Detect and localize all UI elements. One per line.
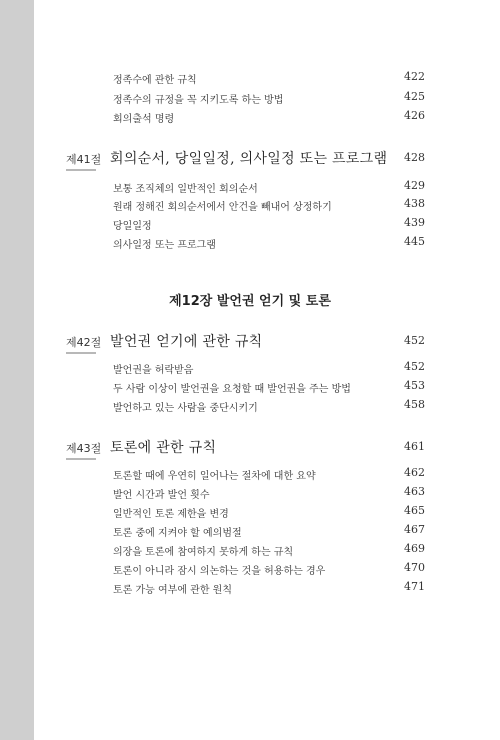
toc-entry-page: 438: [404, 197, 425, 210]
toc-entry[interactable]: 발언권을 허락받음: [113, 365, 194, 376]
toc-entry[interactable]: 정족수의 규정을 꼭 지키도록 하는 방법: [113, 95, 284, 106]
section-page: 461: [404, 440, 425, 453]
section-underline: [66, 458, 96, 460]
toc-entry[interactable]: 원래 정해진 회의순서에서 안건을 빼내어 상정하기: [113, 202, 332, 213]
toc-entry[interactable]: 회의출석 명령: [113, 114, 175, 125]
toc-entry-page: 439: [404, 216, 425, 229]
toc-entry-page: 467: [404, 523, 425, 536]
toc-entry[interactable]: 토론 중에 지켜야 할 예의범절: [113, 528, 242, 539]
toc-entry-page: 462: [404, 466, 425, 479]
toc-entry-page: 463: [404, 485, 425, 498]
page-edge-bar: [0, 0, 34, 740]
toc-entry-page: 426: [404, 109, 425, 122]
toc-entry-page: 470: [404, 561, 425, 574]
section-title[interactable]: 토론에 관한 규칙: [110, 440, 217, 456]
toc-entry-page: 425: [404, 90, 425, 103]
toc-entry[interactable]: 당일일정: [113, 221, 152, 232]
toc-entry[interactable]: 두 사람 이상이 발언권을 요청할 때 발언권을 주는 방법: [113, 384, 351, 395]
toc-entry[interactable]: 발언 시간과 발언 횟수: [113, 490, 210, 501]
toc-entry[interactable]: 일반적인 토론 제한을 변경: [113, 509, 229, 520]
section-title[interactable]: 회의순서, 당일일정, 의사일정 또는 프로그램: [110, 151, 388, 167]
toc-entry-page: 465: [404, 504, 425, 517]
toc-entry-page: 469: [404, 542, 425, 555]
toc-entry[interactable]: 보통 조직체의 일반적인 회의순서: [113, 184, 258, 195]
toc-entry[interactable]: 토론이 아니라 잠시 의논하는 것을 허용하는 경우: [113, 566, 326, 577]
toc-entry[interactable]: 의장을 토론에 참여하지 못하게 하는 규칙: [113, 547, 294, 558]
chapter-title[interactable]: 제12장 발언권 얻기 및 토론: [169, 294, 331, 309]
toc-entry[interactable]: 발언하고 있는 사람을 중단시키기: [113, 403, 258, 414]
section-underline: [66, 169, 96, 171]
toc-entry[interactable]: 정족수에 관한 규칙: [113, 75, 197, 86]
toc-entry-page: 445: [404, 235, 425, 248]
section-title[interactable]: 발언권 얻기에 관한 규칙: [110, 334, 263, 350]
toc-entry-page: 422: [404, 70, 425, 83]
toc-entry-page: 429: [404, 179, 425, 192]
section-number: 제41절: [66, 153, 102, 166]
toc-entry-page: 458: [404, 398, 425, 411]
section-number: 제42절: [66, 336, 102, 349]
section-underline: [66, 352, 96, 354]
toc-entry[interactable]: 의사일정 또는 프로그램: [113, 240, 216, 251]
toc-entry-page: 471: [404, 580, 425, 593]
section-page: 452: [404, 334, 425, 347]
section-number: 제43절: [66, 442, 102, 455]
toc-entry[interactable]: 토론할 때에 우연히 일어나는 절차에 대한 요약: [113, 471, 316, 482]
toc-entry-page: 452: [404, 360, 425, 373]
section-page: 428: [404, 151, 425, 164]
toc-entry[interactable]: 토론 가능 여부에 관한 원칙: [113, 585, 232, 596]
toc-entry-page: 453: [404, 379, 425, 392]
